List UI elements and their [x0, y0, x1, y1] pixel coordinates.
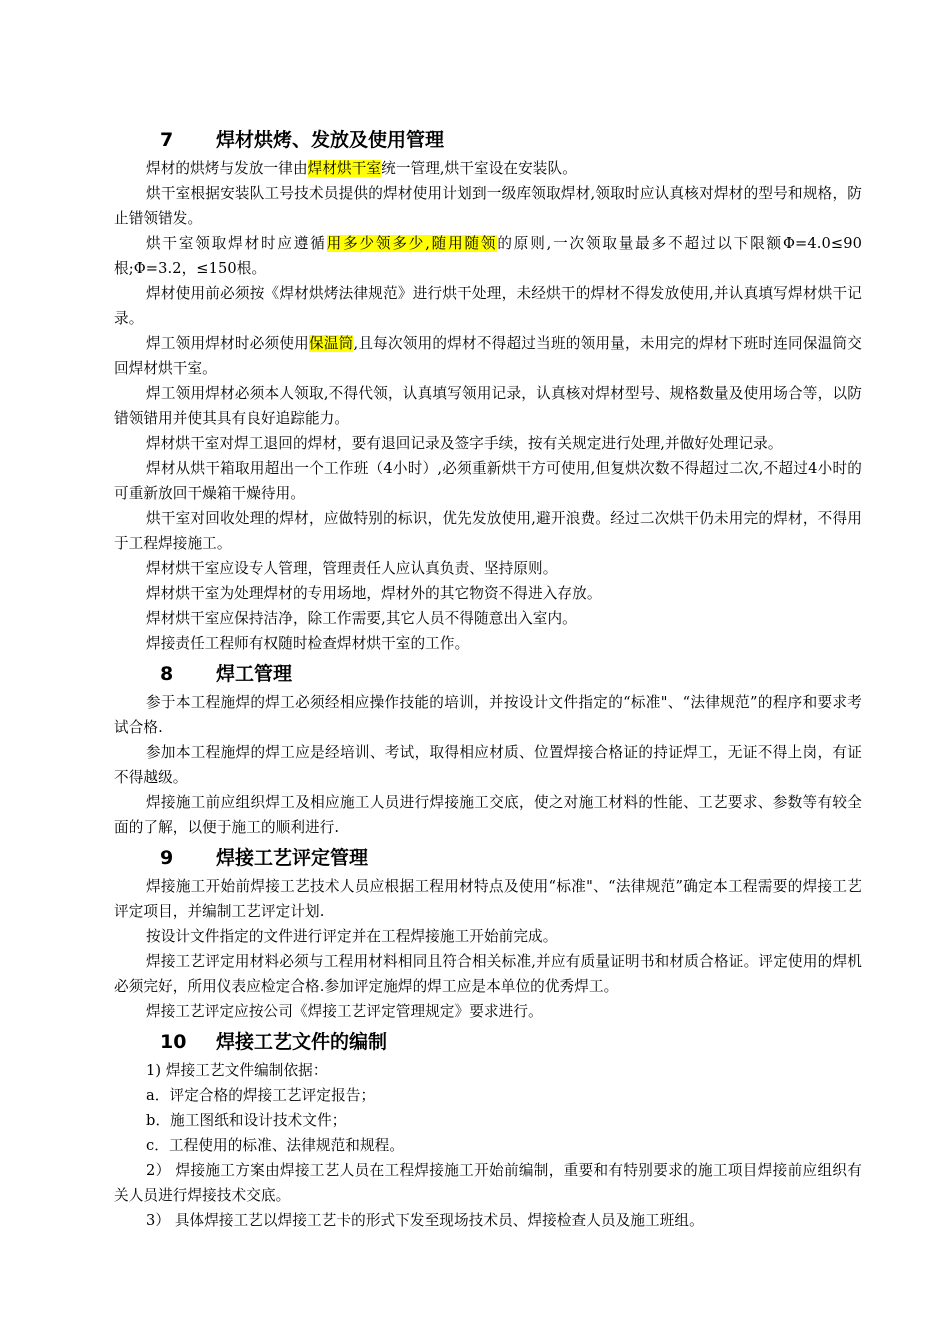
paragraph: [114, 631, 862, 656]
paragraph-text: 烘干室根据安装队工号技术员提供的焊材使用计划到一级库领取焊材,领取时应认真核对焊材的型号和规格，防止错领错发。: [114, 185, 862, 227]
paragraph: [114, 156, 862, 181]
section-title: 焊材烘烤、发放及使用管理: [216, 129, 445, 151]
paragraph-text: 焊工领用焊材时必须使用: [146, 335, 309, 352]
paragraph-text: 焊接工艺评定用材料必须与工程用材料相同且符合相关标准,并应有质量证明书和材质合格证。评定使用的焊机必须完好，所用仪表应检定合格.参加评定施焊的焊工应是本单位的优秀焊工。: [114, 953, 862, 995]
section-title: 焊工管理: [216, 663, 293, 685]
paragraph: [114, 431, 862, 456]
paragraph-text: 1) 焊接工艺文件编制依据：: [146, 1062, 328, 1079]
document-body: [114, 122, 862, 1233]
paragraph: [114, 1133, 862, 1158]
paragraph: [114, 949, 862, 999]
paragraph: [114, 874, 862, 924]
paragraph-text: b．施工图纸和设计技术文件；: [146, 1112, 347, 1129]
paragraph-text: 2） 焊接施工方案由焊接工艺人员在工程焊接施工开始前编制，重要和有特别要求的施工项目焊接前应组织有关人员进行焊接技术交底。: [114, 1162, 862, 1204]
section-number: 10: [160, 1031, 187, 1053]
paragraph-text: 焊材烘干室应设专人管理，管理责任人应认真负责、坚持原则。: [146, 560, 558, 577]
section-heading: [114, 842, 862, 874]
paragraph-text: 焊材烘干室应保持洁净，除工作需要,其它人员不得随意出入室内。: [146, 610, 577, 627]
paragraph-text: 烘干室对回收处理的焊材，应做特别的标识，优先发放使用,避开浪费。经过二次烘干仍未用完的焊材，不得用于工程焊接施工。: [114, 510, 862, 552]
highlighted-text: 保温筒: [309, 335, 354, 352]
paragraph-text: 焊接责任工程师有权随时检查焊材烘干室的工作。: [146, 635, 470, 652]
paragraph: [114, 1108, 862, 1133]
section-number: 9: [160, 847, 174, 869]
section-heading: [114, 124, 862, 156]
paragraph-text: 3） 具体焊接工艺以焊接工艺卡的形式下发至现场技术员、焊接检查人员及施工班组。: [146, 1212, 704, 1229]
paragraph: [114, 181, 862, 231]
paragraph-text: 参于本工程施焊的焊工必须经相应操作技能的培训，并按设计文件指定的“标准"、“法律规范”的程序和要求考试合格.: [114, 694, 862, 736]
paragraph: [114, 1083, 862, 1108]
paragraph: [114, 1158, 862, 1208]
paragraph: [114, 924, 862, 949]
section-heading: [114, 658, 862, 690]
paragraph-text: 焊材烘干室对焊工退回的焊材，要有退回记录及签字手续，按有关规定进行处理,并做好处理记录。: [146, 435, 783, 452]
paragraph: [114, 690, 862, 740]
paragraph: [114, 999, 862, 1024]
paragraph-text: 按设计文件指定的文件进行评定并在工程焊接施工开始前完成。: [146, 928, 558, 945]
paragraph: [114, 790, 862, 840]
paragraph-text: 焊材使用前必须按《焊材烘烤法律规范》进行烘干处理，未经烘干的焊材不得发放使用,并认真填写焊材烘干记录。: [114, 285, 862, 327]
paragraph: [114, 281, 862, 331]
paragraph-text: a．评定合格的焊接工艺评定报告；: [146, 1087, 376, 1104]
highlighted-text: 焊材烘干室: [307, 160, 382, 177]
section-heading: [114, 1026, 862, 1058]
paragraph-text: 的原则,一次领取量最多不超过以下限额Φ=4.0≤90根;Φ=3.2，≤150根。: [114, 235, 862, 277]
paragraph: [114, 1208, 862, 1233]
paragraph: [114, 740, 862, 790]
paragraph: [114, 556, 862, 581]
section-title: 焊接工艺评定管理: [216, 847, 369, 869]
paragraph-text: 焊材烘干室为处理焊材的专用场地，焊材外的其它物资不得进入存放。: [146, 585, 602, 602]
section-number: 8: [160, 663, 174, 685]
paragraph-text: 统一管理,烘干室设在安装队。: [381, 160, 577, 177]
paragraph-text: 焊接工艺评定应按公司《焊接工艺评定管理规定》要求进行。: [146, 1003, 543, 1020]
paragraph-text: 参加本工程施焊的焊工应是经培训、考试，取得相应材质、位置焊接合格证的持证焊工，无证不得上岗，有证不得越级。: [114, 744, 862, 786]
paragraph: [114, 606, 862, 631]
highlighted-text: 用多少领多少,随用随领: [326, 235, 498, 252]
paragraph: [114, 456, 862, 506]
paragraph: [114, 331, 862, 381]
paragraph: [114, 581, 862, 606]
paragraph-text: c．工程使用的标准、法律规范和规程。: [146, 1137, 405, 1154]
paragraph: [114, 381, 862, 431]
section-number: 7: [160, 129, 174, 151]
paragraph-text: ,且每次领用的焊材不得超过当班的领用量，未用完的焊材下班时连同保温筒交回焊材烘干室。: [114, 335, 862, 377]
paragraph: [114, 1058, 862, 1083]
paragraph-text: 焊工领用焊材必须本人领取,不得代领，认真填写领用记录，认真核对焊材型号、规格数量及使用场合等，以防错领错用并使其具有良好追踪能力。: [114, 385, 862, 427]
section-title: 焊接工艺文件的编制: [216, 1031, 388, 1053]
paragraph: [114, 231, 862, 281]
paragraph-text: 焊接施工开始前焊接工艺技术人员应根据工程用材特点及使用“标准"、“法律规范”确定本工程需要的焊接工艺评定项目，并编制工艺评定计划.: [114, 878, 862, 920]
paragraph-text: 焊材从烘干箱取用超出一个工作班（4小时）,必须重新烘干方可使用,但复烘次数不得超过二次,不超过4小时的可重新放回干燥箱干燥待用。: [114, 460, 862, 502]
paragraph: [114, 506, 862, 556]
paragraph-text: 焊接施工前应组织焊工及相应施工人员进行焊接施工交底，使之对施工材料的性能、工艺要求、参数等有较全面的了解，以便于施工的顺利进行.: [114, 794, 862, 836]
paragraph-text: 焊材的烘烤与发放一律由: [146, 160, 308, 177]
paragraph-text: 烘干室领取焊材时应遵循: [146, 235, 327, 252]
